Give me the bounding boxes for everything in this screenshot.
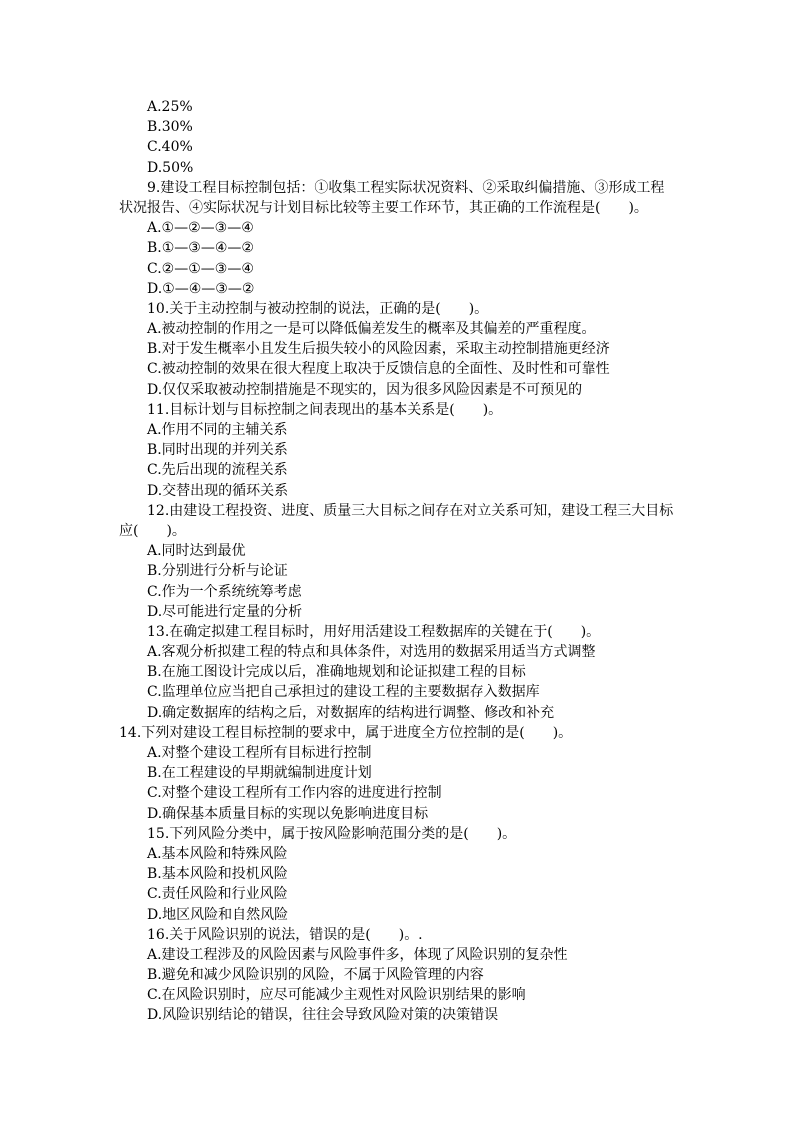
answer-option: C.40% (147, 139, 193, 156)
question-stem: 16.关于风险识别的说法，错误的是( )。. (147, 926, 423, 943)
answer-option: C.作为一个系统统筹考虑 (147, 583, 302, 600)
answer-option: D.地区风险和自然风险 (147, 906, 289, 923)
answer-option: C.被动控制的效果在很大程度上取决于反馈信息的全面性、及时性和可靠性 (147, 361, 610, 378)
answer-option: B.分别进行分析与论证 (147, 563, 288, 580)
answer-option: D.尽可能进行定量的分析 (147, 603, 303, 620)
answer-option: B.在工程建设的早期就编制进度计划 (147, 765, 372, 782)
answer-option: D.风险识别结论的错误，往往会导致风险对策的决策错误 (147, 1007, 499, 1024)
answer-option: A.被动控制的作用之一是可以降低偏差发生的概率及其偏差的严重程度。 (147, 321, 596, 338)
answer-option: C.②—①—③—④ (147, 260, 254, 277)
answer-option: D.确保基本质量目标的实现以免影响进度目标 (147, 805, 429, 822)
question-stem-continuation: 状况报告、④实际状况与计划目标比较等主要工作环节，其正确的工作流程是( )。 (119, 199, 648, 216)
question-stem: 11.目标计划与目标控制之间表现出的基本关系是( )。 (147, 401, 503, 418)
answer-option: A.建设工程涉及的风险因素与风险事件多，体现了风险识别的复杂性 (147, 946, 568, 963)
answer-option: A.对整个建设工程所有目标进行控制 (147, 745, 372, 761)
question-stem: 10.关于主动控制与被动控制的说法，正确的是( )。 (147, 300, 489, 317)
answer-option: A.客观分析拟建工程的特点和具体条件，对选用的数据采用适当方式调整 (147, 644, 596, 661)
question-stem: 14.下列对建设工程目标控制的要求中，属于进度全方位控制的是( )。 (119, 724, 573, 741)
answer-option: D.仅仅采取被动控制措施是不现实的，因为很多风险因素是不可预见的 (147, 381, 583, 398)
answer-option: C.先后出现的流程关系 (147, 462, 288, 479)
answer-option: D.50% (147, 159, 194, 176)
answer-option: A.25% (147, 99, 193, 115)
answer-option: B.在施工图设计完成以后，准确地规划和论证拟建工程的目标 (147, 664, 526, 681)
question-stem: 9.建设工程目标控制包括：①收集工程实际状况资料、②采取纠偏措施、③形成工程 (147, 179, 665, 196)
answer-option: B.①—③—④—② (147, 240, 254, 257)
answer-option: C.责任风险和行业风险 (147, 886, 288, 903)
question-stem: 15.下列风险分类中，属于按风险影响范围分类的是( )。 (147, 825, 517, 842)
answer-option: A.作用不同的主辅关系 (147, 422, 288, 438)
answer-option: B.基本风险和投机风险 (147, 866, 288, 883)
answer-option: C.监理单位应当把自己承担过的建设工程的主要数据存入数据库 (147, 684, 540, 701)
answer-option: D.①—④—③—② (147, 280, 255, 297)
answer-option: A.基本风险和特殊风险 (147, 845, 288, 862)
question-stem: 13.在确定拟建工程目标时，用好用活建设工程数据库的关键在于( )。 (147, 623, 601, 640)
question-stem: 12.由建设工程投资、进度、质量三大目标之间存在对立关系可知，建设工程三大目标 (147, 502, 674, 519)
answer-option: C.在风险识别时，应尽可能减少主观性对风险识别结果的影响 (147, 987, 526, 1004)
answer-option: B.避免和减少风险识别的风险，不属于风险管理的内容 (147, 967, 484, 984)
answer-option: B.同时出现的并列关系 (147, 442, 288, 459)
answer-option: B.30% (147, 119, 193, 136)
answer-option: A.同时达到最优 (147, 543, 246, 560)
answer-option: C.对整个建设工程所有工作内容的进度进行控制 (147, 785, 442, 802)
question-stem-continuation: 应( )。 (119, 522, 186, 539)
document-body (119, 97, 679, 1026)
answer-option: D.交替出现的循环关系 (147, 482, 289, 499)
answer-option: D.确定数据库的结构之后，对数据库的结构进行调整、修改和补充 (147, 704, 555, 721)
answer-option: A.①—②—③—④ (147, 220, 254, 237)
answer-option: B.对于发生概率小且发生后损失较小的风险因素，采取主动控制措施更经济 (147, 341, 610, 358)
